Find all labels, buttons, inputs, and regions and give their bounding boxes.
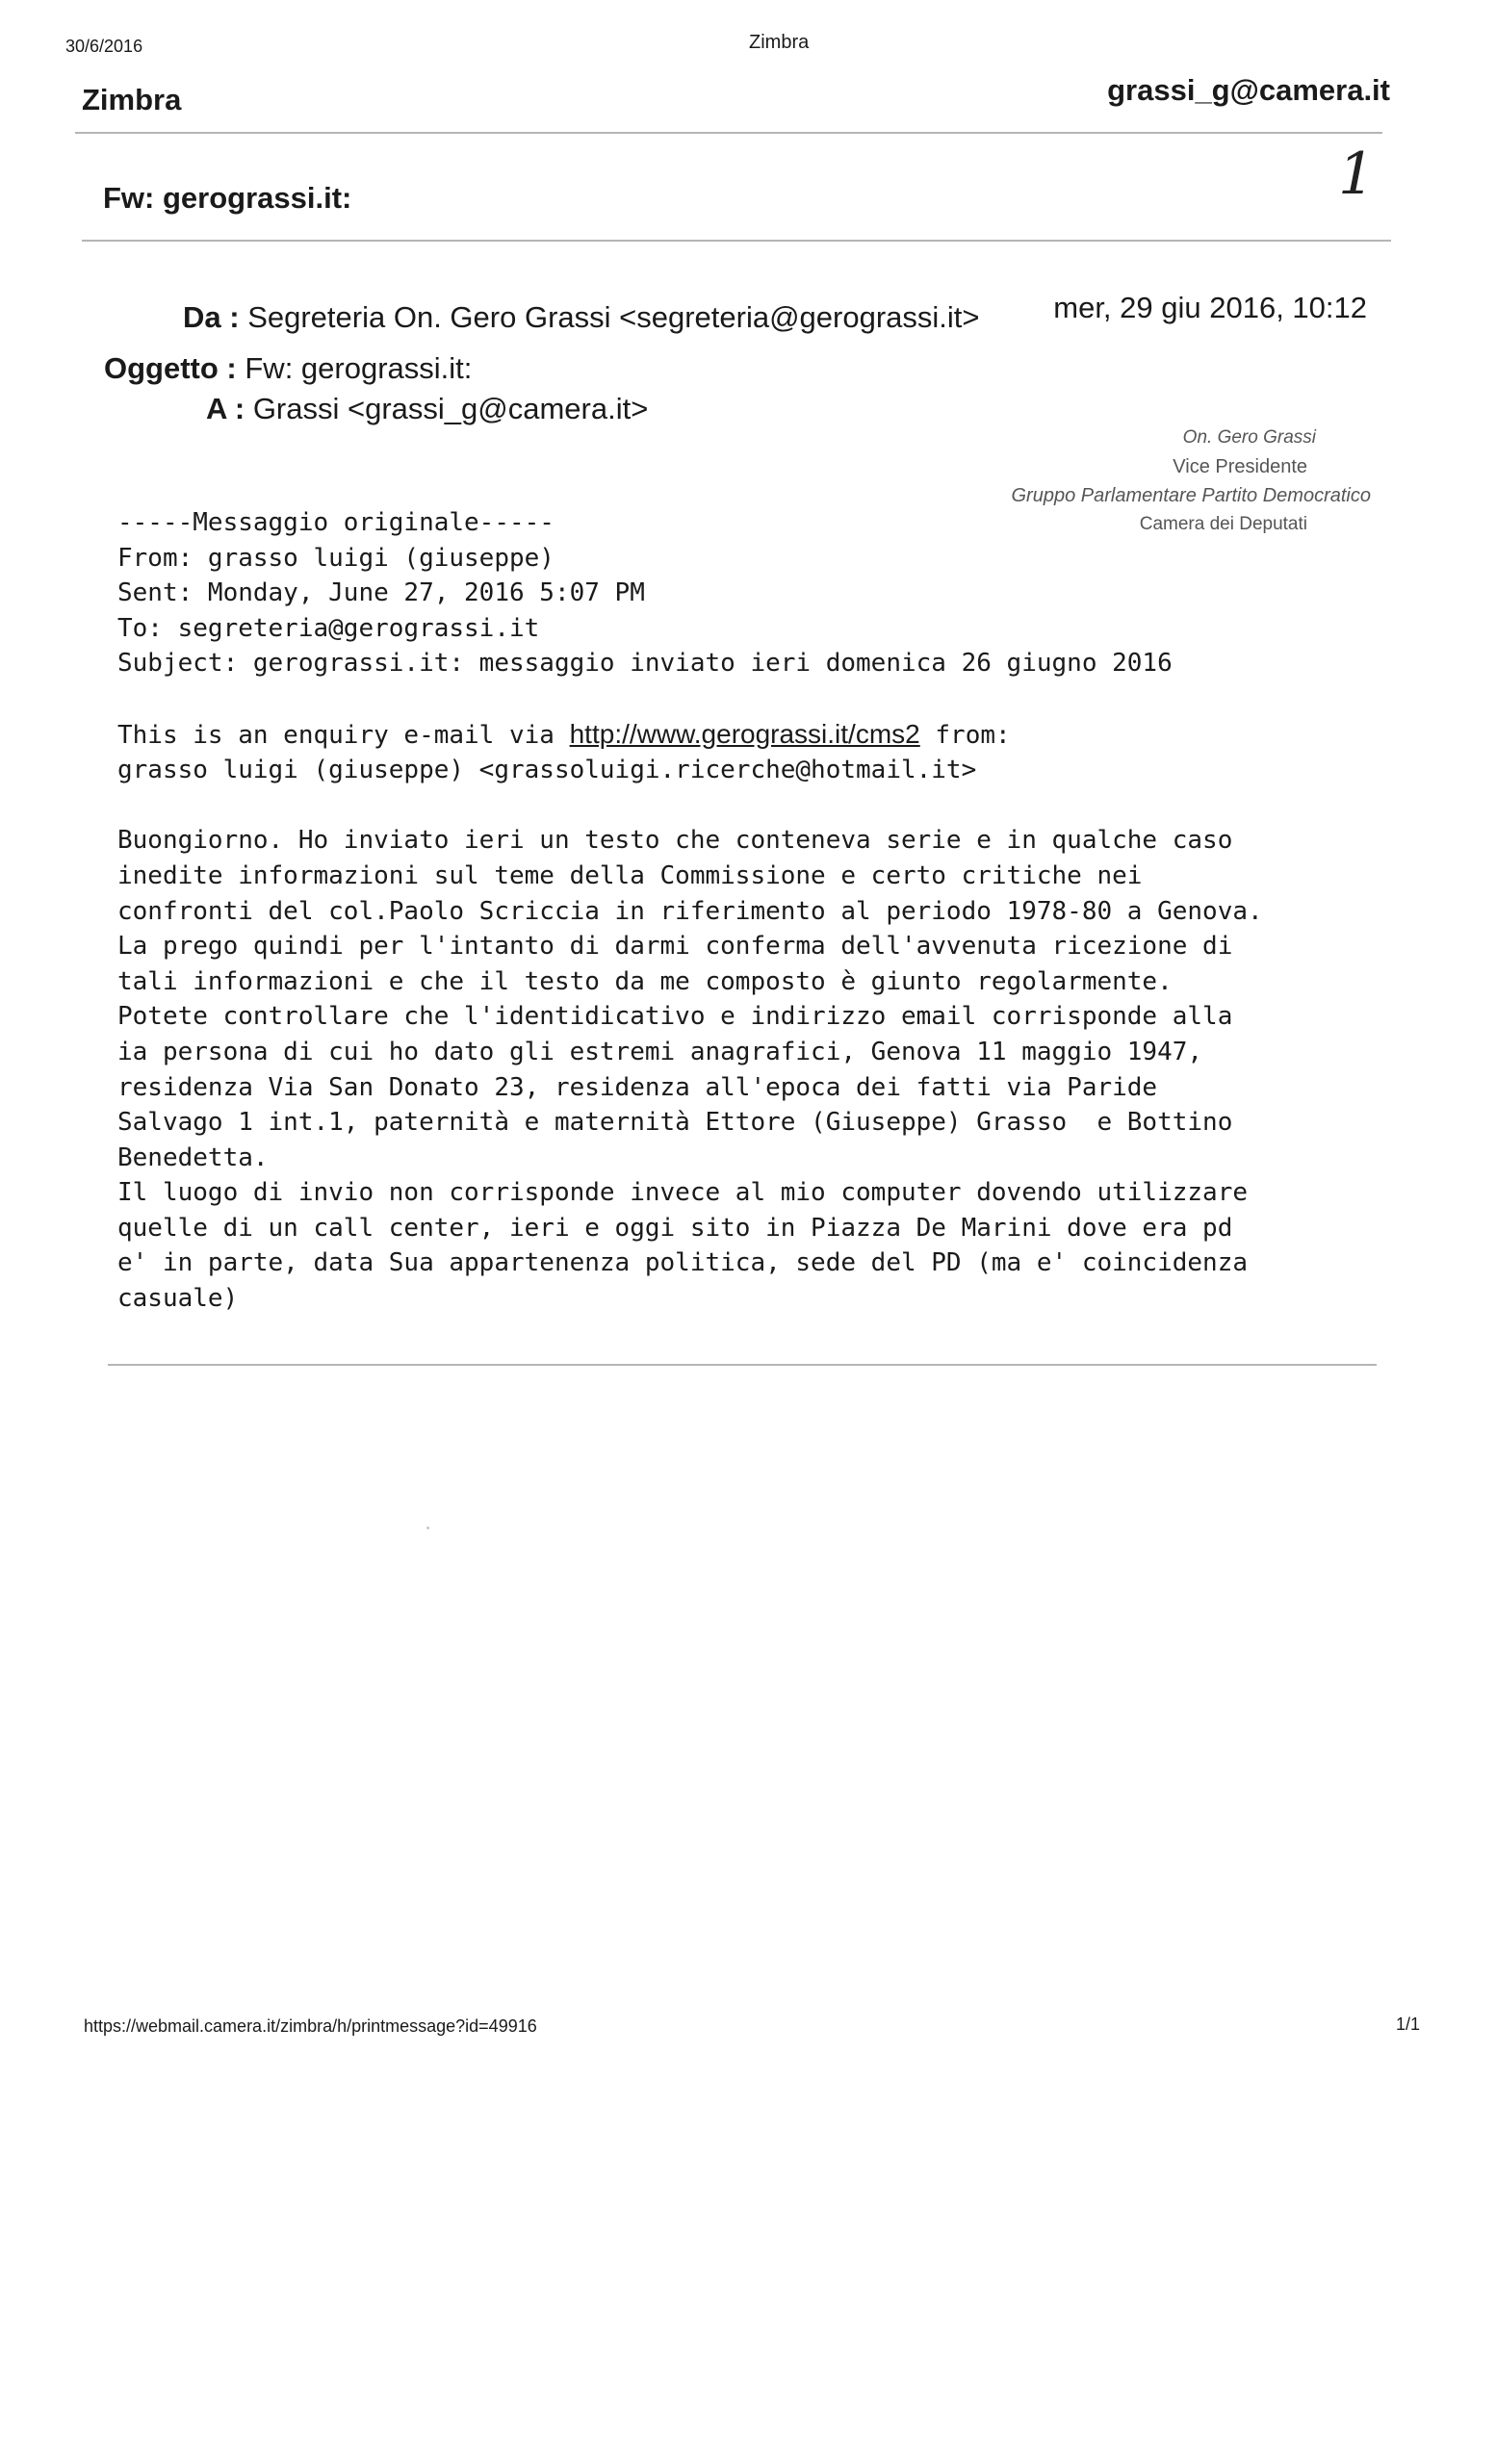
body-line: confronti del col.Paolo Scriccia in riferimento al periodo 1978-80 a Genova. <box>117 896 1263 926</box>
body-line: Buongiorno. Ho inviato ieri un testo che conteneva serie e in qualche caso <box>117 826 1233 856</box>
enquiry-prefix: This is an enquiry e-mail via <box>117 720 570 750</box>
enquiry-line <box>117 717 1263 754</box>
to-label: A : <box>206 392 245 425</box>
message-body <box>117 505 1263 1317</box>
enquiry-sender: grasso luigi (giuseppe) <grassoluigi.ricerche@hotmail.it> <box>117 756 977 785</box>
message-date: mer, 29 giu 2016, 10:12 <box>1053 291 1367 324</box>
subject-label: Oggetto : <box>104 351 237 385</box>
body-line: La prego quindi per l'intanto di darmi conferma dell'avvenuta ricezione di <box>117 932 1233 962</box>
footer-url: https://webmail.camera.it/zimbra/h/printmessage?id=49916 <box>84 2016 537 2036</box>
subject-row <box>104 351 472 386</box>
account-email: grassi_g@camera.it <box>1107 73 1390 107</box>
app-name: Zimbra <box>82 83 182 116</box>
body-line: quelle di un call center, ieri e oggi sito in Piazza De Marini dove era pd <box>117 1213 1233 1243</box>
handwritten-page-number: 1 <box>1338 141 1376 208</box>
body-line: ia persona di cui ho dato gli estremi anagrafici, Genova 11 maggio 1947, <box>117 1037 1203 1066</box>
to-row <box>206 392 648 426</box>
original-to: To: segreteria@gerograssi.it <box>117 613 540 643</box>
original-sent: Sent: Monday, June 27, 2016 5:07 PM <box>117 578 645 608</box>
from-row <box>183 300 980 335</box>
body-line: Benedetta. <box>117 1142 269 1172</box>
print-date: 30/6/2016 <box>65 37 143 56</box>
header-divider <box>75 132 1382 134</box>
original-from: From: grasso luigi (giuseppe) <box>117 543 555 573</box>
body-line: Salvago 1 int.1, paternità e maternità Ettore (Giuseppe) Grasso e Bottino <box>117 1108 1233 1138</box>
body-divider <box>108 1364 1377 1366</box>
body-line: tali informazioni e che il testo da me composto è giunto regolarmente. <box>117 966 1173 996</box>
message-subject-title: Fw: gerograssi.it: <box>103 181 352 215</box>
subject-divider <box>82 240 1391 242</box>
body-line: residenza Via San Donato 23, residenza all'epoca dei fatti via Paride <box>117 1072 1158 1102</box>
enquiry-suffix: from: <box>919 720 1011 750</box>
from-label: Da : <box>183 300 240 334</box>
stamp-group: Gruppo Parlamentare Partito Democratico <box>1011 485 1371 506</box>
subject-value: Fw: gerograssi.it: <box>245 351 473 385</box>
body-line: e' in parte, data Sua appartenenza politica, sede del PD (ma e' coincidenza <box>117 1248 1248 1278</box>
body-line: Il luogo di invio non corrisponde invece al mio computer dovendo utilizzare <box>117 1178 1248 1208</box>
body-line: casuale) <box>117 1284 239 1314</box>
original-separator: -----Messaggio originale----- <box>117 508 555 537</box>
body-line: Potete controllare che l'identidicativo e indirizzo email corrisponde alla <box>117 1002 1233 1032</box>
scan-speck <box>426 1527 429 1529</box>
from-value: Segreteria On. Gero Grassi <segreteria@gerograssi.it> <box>247 300 980 334</box>
original-subject: Subject: gerograssi.it: messaggio inviato ieri domenica 26 giugno 2016 <box>117 649 1173 679</box>
enquiry-link[interactable]: http://www.gerograssi.it/cms2 <box>569 718 920 749</box>
to-value: Grassi <grassi_g@camera.it> <box>252 392 649 425</box>
stamp-name: On. Gero Grassi <box>1182 427 1316 448</box>
print-title: Zimbra <box>749 32 810 53</box>
body-line: inedite informazioni sul teme della Commissione e certo critiche nei <box>117 860 1143 890</box>
stamp-house: Camera dei Deputati <box>1139 514 1307 534</box>
stamp-role: Vice Presidente <box>1173 456 1307 477</box>
footer-page-count: 1/1 <box>1396 2015 1421 2034</box>
